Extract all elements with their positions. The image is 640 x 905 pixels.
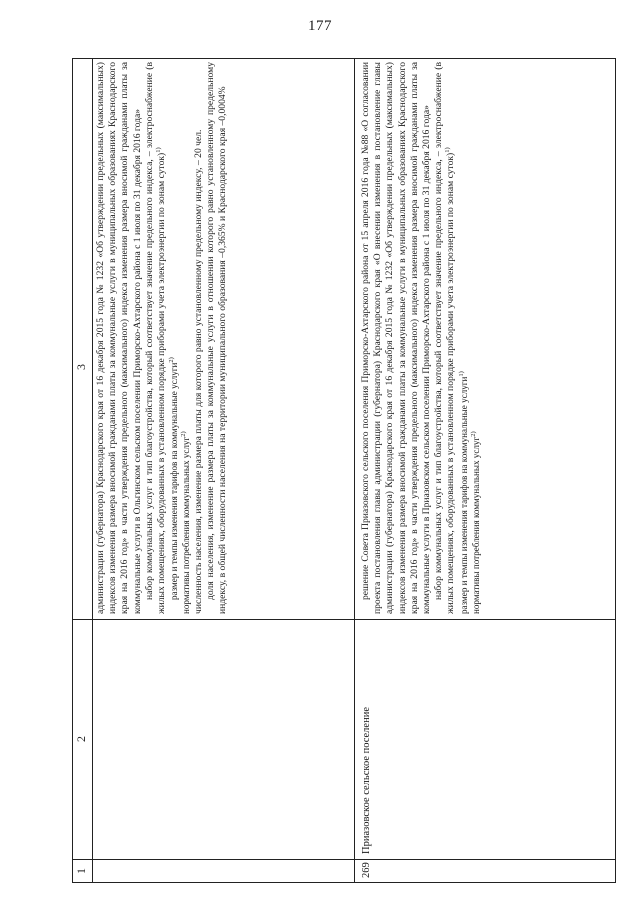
row-268-population: численность населения, изменение размера платы для которого равно установленному предельному индексу, – 20 чел. bbox=[192, 129, 204, 614]
row-269-norms-line bbox=[470, 62, 482, 614]
footnote-2-marker: 2) bbox=[180, 431, 188, 437]
row-269-tariff-line bbox=[458, 62, 470, 614]
row-divider bbox=[354, 59, 355, 882]
row-268-tariff-text: размер и темпы изменения тарифов на коммунальные услуги bbox=[169, 362, 180, 600]
column-divider-1 bbox=[73, 859, 615, 860]
page-number: 177 bbox=[308, 18, 332, 34]
row-269-number: 269 bbox=[361, 862, 372, 878]
row-268-service-set bbox=[144, 62, 168, 614]
document-table bbox=[72, 58, 616, 883]
footnote-1-marker: 1) bbox=[154, 147, 162, 153]
row-268-description bbox=[95, 62, 353, 614]
row-268-share: доля населения, изменение размера платы за коммунальные услуги в отношении которого равно установленному предельному индексу, в общей численности населения на территории муниципального образования –0,365% и Краснодарского края –0,0004% bbox=[204, 62, 229, 614]
row-268-tariff-line bbox=[168, 62, 180, 614]
row-268-service-set-text: набор коммунальных услуг и тип благоустройства, который соответствует значение предельного индекса, – электроснабжение (в жилых помещениях, оборудованных в установленном порядке приборами учета электроэнергии по зонам суток) bbox=[143, 62, 168, 614]
row-269-settlement-name: Приазовское сельское поселение bbox=[361, 707, 372, 854]
row-268-norms-text: нормативы потребления коммунальных услуг bbox=[181, 436, 192, 614]
header-col-2: 2 bbox=[74, 736, 88, 742]
row-269-norms-text: нормативы потребления коммунальных услуг bbox=[470, 436, 481, 614]
row-268-norms-line bbox=[180, 62, 192, 614]
row-268-decree-text: администрации (губернатора) Краснодарского края от 16 декабря 2015 года № 1232 «Об утверждении предельных (максимальных) индексов изменения размера вносимой гражданами платы за коммунальные услуги в муниципальных образованиях Краснодарского края на 2016 год» в части утверждения предельного (максимального) индекса изменения размера вносимой гражданами платы за коммунальные услуги в Ольгинском сельском поселении Приморско-Ахтарского района с 1 июля по 31 декабря 2016 года» bbox=[95, 62, 143, 614]
footnote-2-marker: 2) bbox=[469, 431, 477, 437]
header-col-3: 3 bbox=[74, 364, 88, 370]
row-269-decision-text: решение Совета Приазовского сельского поселения Приморско-Ахтарского района от 15 апреля 2016 года №88 «О согласовании проекта постановления главы администрации (губернатора) Краснодарского края «О внесении изменения в постановление главы администрации (губернатора) Краснодарского края от 16 декабря 2015 года № 1232 «Об утверждении предельных (максимальных) индексов изменения размера вносимой гражданами платы за коммунальные услуги в муниципальных образованиях Краснодарского края на 2016 год» в части утверждения предельного (максимального) индекса изменения размера вносимой гражданами платы за коммунальные услуги в Приазовском сельском поселении Приморско-Ахтарского района с 1 июля по 31 декабря 2016 года» bbox=[360, 62, 433, 614]
table-header-row bbox=[73, 59, 93, 882]
header-col-1: 1 bbox=[74, 868, 88, 874]
footnote-1-marker: 1) bbox=[444, 147, 452, 153]
row-269-service-set bbox=[433, 62, 457, 614]
row-269-description bbox=[360, 62, 614, 614]
column-divider-2 bbox=[73, 619, 615, 620]
footnote-2-marker: 2) bbox=[168, 357, 176, 363]
rotated-page-area bbox=[72, 58, 616, 883]
footnote-1-marker: 1) bbox=[457, 371, 465, 377]
row-269-service-set-text: набор коммунальных услуг и тип благоустройства, который соответствует значение предельного индекса, – электроснабжение (в жилых помещениях, оборудованных в установленном порядке приборами учета электроэнергии по зонам суток) bbox=[433, 62, 457, 614]
row-269-tariff-text: размер и темпы изменения тарифов на коммунальные услуги bbox=[458, 376, 469, 614]
